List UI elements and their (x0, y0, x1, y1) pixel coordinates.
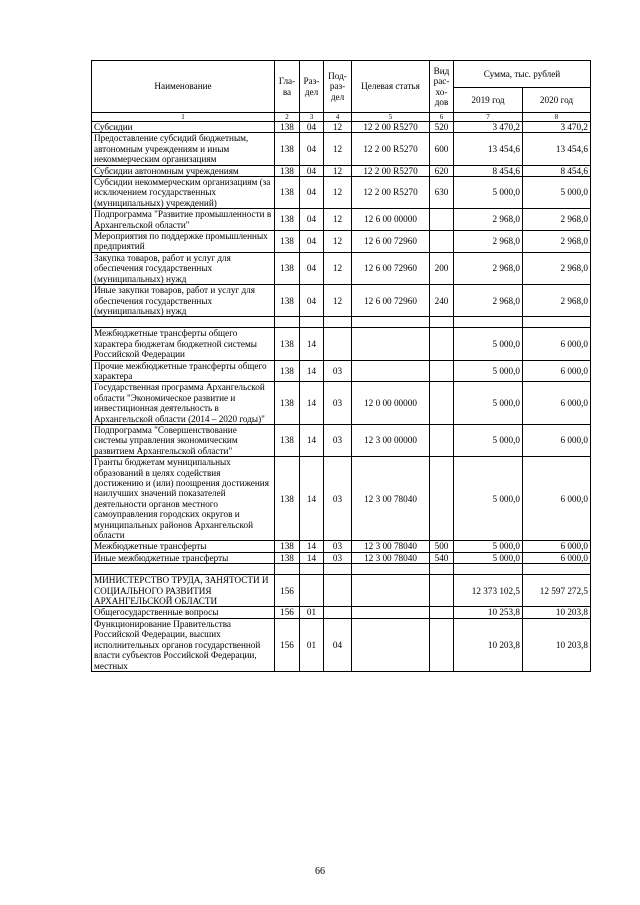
row-tselevaya (352, 575, 430, 607)
row-sum-2020: 6 000,0 (523, 382, 591, 425)
row-name: Закупка товаров, работ и услуг для обеспечения государственных (муниципальных) нужд (92, 252, 275, 284)
spacer-cell (352, 564, 430, 575)
row-sum-2020: 6 000,0 (523, 360, 591, 382)
table-row (92, 209, 591, 231)
row-sum-2020: 6 000,0 (523, 457, 591, 541)
page-number: 66 (315, 866, 325, 877)
table-row (92, 328, 591, 360)
col-number: 2 (275, 113, 300, 122)
row-sum-2020: 6 000,0 (523, 424, 591, 456)
row-glava: 138 (275, 133, 300, 165)
table-row (92, 165, 591, 176)
row-razdel: 14 (300, 552, 324, 563)
row-podrazdel: 12 (324, 133, 352, 165)
table-row (92, 618, 591, 671)
row-tselevaya: 12 2 00 R5270 (352, 177, 430, 209)
row-razdel: 14 (300, 382, 324, 425)
header-summa: Сумма, тыс. рублей (454, 61, 591, 88)
header-glava: Гла-ва (275, 61, 300, 113)
row-razdel: 14 (300, 360, 324, 382)
row-name: Субсидии автономным учреждениям (92, 165, 275, 176)
table-row (92, 541, 591, 552)
row-sum-2019: 13 454,6 (454, 133, 523, 165)
row-sum-2020: 12 597 272,5 (523, 575, 591, 607)
table-row (92, 252, 591, 284)
row-glava: 138 (275, 122, 300, 133)
spacer-cell (523, 317, 591, 328)
row-sum-2019: 5 000,0 (454, 552, 523, 563)
row-podrazdel: 03 (324, 424, 352, 456)
table-row (92, 424, 591, 456)
row-podrazdel (324, 575, 352, 607)
row-glava: 138 (275, 424, 300, 456)
row-tselevaya: 12 3 00 00000 (352, 424, 430, 456)
row-vid (430, 328, 454, 360)
row-glava: 156 (275, 607, 300, 618)
row-podrazdel: 04 (324, 618, 352, 671)
row-vid: 500 (430, 541, 454, 552)
row-podrazdel: 12 (324, 209, 352, 231)
table-row (92, 457, 591, 541)
row-sum-2019: 10 253,8 (454, 607, 523, 618)
row-razdel: 04 (300, 231, 324, 253)
row-name: Субсидии (92, 122, 275, 133)
row-vid (430, 231, 454, 253)
row-tselevaya: 12 3 00 78040 (352, 541, 430, 552)
row-sum-2020: 5 000,0 (523, 177, 591, 209)
row-tselevaya: 12 6 00 00000 (352, 209, 430, 231)
spacer-cell (454, 317, 523, 328)
row-tselevaya: 12 6 00 72960 (352, 285, 430, 317)
row-vid: 600 (430, 133, 454, 165)
row-vid: 520 (430, 122, 454, 133)
row-glava: 138 (275, 457, 300, 541)
col-number: 3 (300, 113, 324, 122)
col-number: 6 (430, 113, 454, 122)
row-vid (430, 575, 454, 607)
row-podrazdel: 12 (324, 231, 352, 253)
row-vid: 620 (430, 165, 454, 176)
spacer-row (92, 564, 591, 575)
spacer-cell (324, 317, 352, 328)
row-sum-2019: 2 968,0 (454, 209, 523, 231)
spacer-cell (92, 317, 275, 328)
col-number: 5 (352, 113, 430, 122)
spacer-cell (324, 564, 352, 575)
row-tselevaya: 12 2 00 R5270 (352, 165, 430, 176)
table-body (92, 122, 591, 672)
row-razdel: 14 (300, 457, 324, 541)
row-vid (430, 382, 454, 425)
table-row (92, 122, 591, 133)
row-sum-2019: 2 968,0 (454, 285, 523, 317)
row-sum-2019: 2 968,0 (454, 252, 523, 284)
row-glava: 138 (275, 231, 300, 253)
spacer-cell (275, 564, 300, 575)
row-tselevaya: 12 3 00 78040 (352, 552, 430, 563)
row-name: Мероприятия по поддержке промышленных предприятий (92, 231, 275, 253)
table-row (92, 231, 591, 253)
row-razdel: 04 (300, 252, 324, 284)
spacer-cell (275, 317, 300, 328)
row-razdel: 14 (300, 328, 324, 360)
row-sum-2020: 8 454,6 (523, 165, 591, 176)
row-vid: 200 (430, 252, 454, 284)
row-tselevaya (352, 328, 430, 360)
row-name: Общегосударственные вопросы (92, 607, 275, 618)
row-sum-2020: 10 203,8 (523, 607, 591, 618)
header-vid: Вид рас-хо-дов (430, 61, 454, 113)
row-glava: 138 (275, 328, 300, 360)
row-tselevaya: 12 3 00 78040 (352, 457, 430, 541)
row-sum-2020: 2 968,0 (523, 252, 591, 284)
table-row (92, 552, 591, 563)
budget-table (91, 60, 591, 672)
row-podrazdel: 12 (324, 177, 352, 209)
header-row-1 (92, 61, 591, 88)
spacer-cell (430, 564, 454, 575)
table-row (92, 177, 591, 209)
spacer-cell (523, 564, 591, 575)
row-sum-2020: 2 968,0 (523, 231, 591, 253)
spacer-cell (300, 564, 324, 575)
row-vid (430, 424, 454, 456)
spacer-cell (92, 564, 275, 575)
row-sum-2020: 3 470,2 (523, 122, 591, 133)
row-vid: 540 (430, 552, 454, 563)
row-name: Межбюджетные трансферты общего характера бюджетам бюджетной системы Российской Федерации (92, 328, 275, 360)
header-2019: 2019 год (454, 88, 523, 113)
row-razdel: 04 (300, 209, 324, 231)
row-sum-2019: 5 000,0 (454, 328, 523, 360)
row-podrazdel: 12 (324, 165, 352, 176)
row-glava: 138 (275, 360, 300, 382)
row-podrazdel (324, 328, 352, 360)
spacer-cell (454, 564, 523, 575)
row-sum-2019: 5 000,0 (454, 177, 523, 209)
header-podrazdel: Под-раз-дел (324, 61, 352, 113)
row-podrazdel: 03 (324, 541, 352, 552)
row-tselevaya: 12 6 00 72960 (352, 231, 430, 253)
row-tselevaya (352, 607, 430, 618)
row-name: МИНИСТЕРСТВО ТРУДА, ЗАНЯТОСТИ И СОЦИАЛЬНОГО РАЗВИТИЯ АРХАНГЕЛЬСКОЙ ОБЛАСТИ (92, 575, 275, 607)
row-vid (430, 209, 454, 231)
row-sum-2020: 2 968,0 (523, 209, 591, 231)
row-razdel: 01 (300, 618, 324, 671)
row-tselevaya: 12 0 00 00000 (352, 382, 430, 425)
header-razdel: Раз-дел (300, 61, 324, 113)
row-glava: 156 (275, 618, 300, 671)
table-row (92, 607, 591, 618)
row-razdel: 04 (300, 122, 324, 133)
row-sum-2019: 5 000,0 (454, 360, 523, 382)
row-razdel (300, 575, 324, 607)
row-razdel: 04 (300, 165, 324, 176)
row-sum-2020: 6 000,0 (523, 541, 591, 552)
row-glava: 156 (275, 575, 300, 607)
row-razdel: 04 (300, 133, 324, 165)
row-podrazdel: 03 (324, 360, 352, 382)
row-sum-2019: 3 470,2 (454, 122, 523, 133)
row-vid: 630 (430, 177, 454, 209)
table-row (92, 133, 591, 165)
row-glava: 138 (275, 541, 300, 552)
row-tselevaya: 12 2 00 R5270 (352, 133, 430, 165)
row-vid (430, 607, 454, 618)
row-sum-2019: 2 968,0 (454, 231, 523, 253)
row-name: Субсидии некоммерческим организациям (за исключением государственных (муниципальных) учреждений) (92, 177, 275, 209)
row-vid (430, 618, 454, 671)
row-glava: 138 (275, 177, 300, 209)
row-name: Государственная программа Архангельской области "Экономическое развитие и инвестиционная деятельность в Архангельской области (2014 – 2020 годы)" (92, 382, 275, 425)
row-podrazdel: 12 (324, 252, 352, 284)
table-row (92, 575, 591, 607)
column-number-row (92, 113, 591, 122)
header-2020: 2020 год (523, 88, 591, 113)
row-sum-2019: 5 000,0 (454, 382, 523, 425)
row-sum-2019: 5 000,0 (454, 424, 523, 456)
row-sum-2020: 6 000,0 (523, 328, 591, 360)
row-vid (430, 360, 454, 382)
row-name: Прочие межбюджетные трансферты общего характера (92, 360, 275, 382)
spacer-cell (300, 317, 324, 328)
spacer-cell (430, 317, 454, 328)
header-tselevaya: Целевая статья (352, 61, 430, 113)
row-glava: 138 (275, 165, 300, 176)
row-name: Подпрограмма "Совершенствование системы управления экономическим развитием Архангельской области" (92, 424, 275, 456)
col-number: 4 (324, 113, 352, 122)
row-name: Межбюджетные трансферты (92, 541, 275, 552)
col-number: 8 (523, 113, 591, 122)
spacer-cell (352, 317, 430, 328)
row-glava: 138 (275, 552, 300, 563)
col-number: 7 (454, 113, 523, 122)
row-podrazdel: 03 (324, 457, 352, 541)
row-sum-2020: 2 968,0 (523, 285, 591, 317)
row-sum-2019: 5 000,0 (454, 541, 523, 552)
row-razdel: 14 (300, 541, 324, 552)
spacer-row (92, 317, 591, 328)
row-vid: 240 (430, 285, 454, 317)
row-razdel: 04 (300, 177, 324, 209)
row-vid (430, 457, 454, 541)
row-tselevaya (352, 360, 430, 382)
row-sum-2019: 8 454,6 (454, 165, 523, 176)
table-row (92, 382, 591, 425)
row-name: Иные закупки товаров, работ и услуг для обеспечения государственных (муниципальных) нужд (92, 285, 275, 317)
row-sum-2019: 5 000,0 (454, 457, 523, 541)
row-glava: 138 (275, 285, 300, 317)
row-sum-2019: 10 203,8 (454, 618, 523, 671)
row-razdel: 01 (300, 607, 324, 618)
row-glava: 138 (275, 252, 300, 284)
row-name: Подпрограмма "Развитие промышленности в Архангельской области" (92, 209, 275, 231)
row-name: Предоставление субсидий бюджетным, автономным учреждениям и иным некоммерческим организациям (92, 133, 275, 165)
row-name: Гранты бюджетам муниципальных образований в целях содействия достижению и (или) поощрения достижения наилучших значений показателей деятельности органов местного самоуправления городских округов и муниципальных районов Архангельской области (92, 457, 275, 541)
row-sum-2019: 12 373 102,5 (454, 575, 523, 607)
row-podrazdel (324, 607, 352, 618)
row-sum-2020: 10 203,8 (523, 618, 591, 671)
row-tselevaya (352, 618, 430, 671)
table-row (92, 360, 591, 382)
row-glava: 138 (275, 382, 300, 425)
header-name: Наименование (92, 61, 275, 113)
row-razdel: 14 (300, 424, 324, 456)
row-podrazdel: 12 (324, 285, 352, 317)
col-number: 1 (92, 113, 275, 122)
row-razdel: 04 (300, 285, 324, 317)
row-tselevaya: 12 6 00 72960 (352, 252, 430, 284)
row-glava: 138 (275, 209, 300, 231)
row-name: Функционирование Правительства Российской Федерации, высших исполнительных органов государственной власти субъектов Российской Федерации, местных (92, 618, 275, 671)
row-podrazdel: 12 (324, 122, 352, 133)
table-row (92, 285, 591, 317)
row-name: Иные межбюджетные трансферты (92, 552, 275, 563)
row-sum-2020: 13 454,6 (523, 133, 591, 165)
row-podrazdel: 03 (324, 382, 352, 425)
row-tselevaya: 12 2 00 R5270 (352, 122, 430, 133)
row-sum-2020: 6 000,0 (523, 552, 591, 563)
row-podrazdel: 03 (324, 552, 352, 563)
